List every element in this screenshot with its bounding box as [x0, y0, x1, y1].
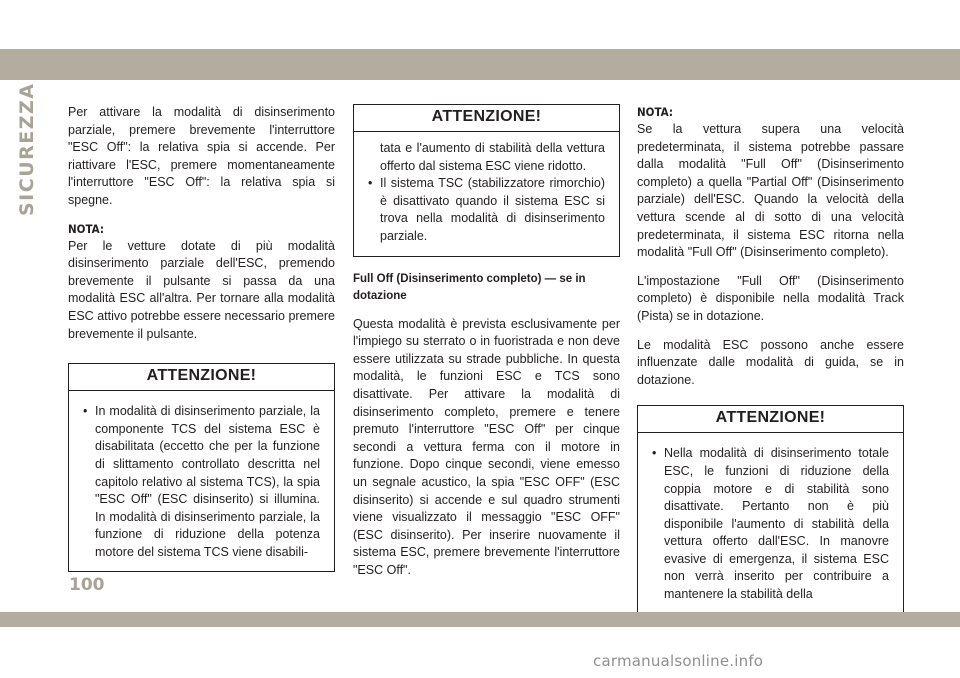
- note-label: NOTA:: [637, 105, 673, 119]
- warning-box: [637, 405, 904, 614]
- warning-bullet: • Nella modalità di disinserimento totale ESC, le funzioni di riduzione della coppia motore e di stabilità sono disattivate. Pertanto non è più disponibile l'aumento di stabilità della vettura offerto dall'ESC. In manovre evasive di emergenza, il sistema ESC non verrà inserito per contribuire a mantenere la stabilità della: [652, 445, 889, 603]
- footer-band: [0, 612, 960, 627]
- column-3: [637, 104, 904, 629]
- paragraph: Questa modalità è prevista esclusivamente per l'impiego su sterrato o in fuoristrada e non deve essere utilizzata su strade pubbliche. In questa modalità, le funzioni ESC e TCS sono disattivate. Per attivare la modalità di disinserimento completo, premere e tenere premuto l'interruttore "ESC Off" per cinque secondi a vettura ferma con il motore in funzione. Dopo cinque secondi, viene emesso un segnale acustico, la spia "ESC OFF" (ESC disinserito) si accende e sul quadro strumenti viene visualizzato il messaggio "ESC OFF" (ESC disinserito). Per inserire nuovamente il sistema ESC, premere brevemente l'interruttore "ESC Off".: [353, 316, 620, 577]
- header-band: [0, 49, 960, 80]
- warning-box-continued: [353, 104, 620, 257]
- warning-title: ATTENZIONE!: [69, 364, 334, 391]
- warning-list: [368, 175, 605, 245]
- warning-box: [68, 363, 335, 572]
- note-label: NOTA:: [68, 221, 104, 236]
- warning-title: ATTENZIONE!: [638, 406, 903, 433]
- note-text: Se la vettura supera una velocità predeterminata, il sistema potrebbe passare dalla modalità "Full Off" (Disinserimento completo) a quella "Partial Off" (Disinserimento parziale) dell'ESC. Quando la velocità della vettura scende al di sotto di una velocità predeterminata, il sistema ESC ritorna nella modalità "Full Off" (Disinserimento completo).: [637, 122, 904, 260]
- warning-list: [83, 403, 320, 561]
- warning-bullet: • Il sistema TSC (stabilizzatore rimorchio) è disattivato quando il sistema ESC si trova nella modalità di disinserimento parziale.: [368, 175, 605, 245]
- section-label: SICUREZZA: [16, 82, 38, 216]
- column-1: [68, 104, 335, 586]
- warning-continuation: tata e l'aumento di stabilità della vettura offerto dal sistema ESC viene ridotto.: [380, 141, 605, 173]
- watermark: carmanualsonline.info: [593, 652, 764, 670]
- warning-bullet: • In modalità di disinserimento parziale, la componente TCS del sistema ESC è disabilitata (eccetto che per la funzione di slittamento controllato descritta nel capitolo relativo al sistema TCS), la spia "ESC Off" (ESC disinserito) si illumina. In modalità di disinserimento parziale, la funzione di riduzione della potenza motore del sistema TCS viene disabili-: [83, 403, 320, 561]
- warning-title: ATTENZIONE!: [354, 105, 619, 132]
- page-number: 100: [69, 575, 105, 595]
- warning-list: [652, 445, 889, 603]
- paragraph: Per attivare la modalità di disinserimento parziale, premere brevemente l'interruttore "ESC Off": la relativa spia si accende. Per riattivare l'ESC, premere momentaneamente l'interruttore "ESC Off": la relativa spia si spegne.: [68, 105, 335, 207]
- section-heading: Full Off (Disinserimento completo) — se in dotazione: [353, 272, 586, 303]
- paragraph: L'impostazione "Full Off" (Disinserimento completo) è disponibile nella modalità Track (Pista) se in dotazione.: [637, 273, 904, 323]
- column-2: [353, 104, 620, 590]
- note-text: Per le vetture dotate di più modalità disinserimento parziale dell'ESC, premendo brevemente il pulsante si passa da una modalità ESC all'altra. Per tornare alla modalità ESC attivo potrebbe essere necessario premere brevemente il pulsante.: [68, 238, 335, 341]
- paragraph: Le modalità ESC possono anche essere influenzate dalle modalità di guida, se in dotazione.: [637, 337, 904, 387]
